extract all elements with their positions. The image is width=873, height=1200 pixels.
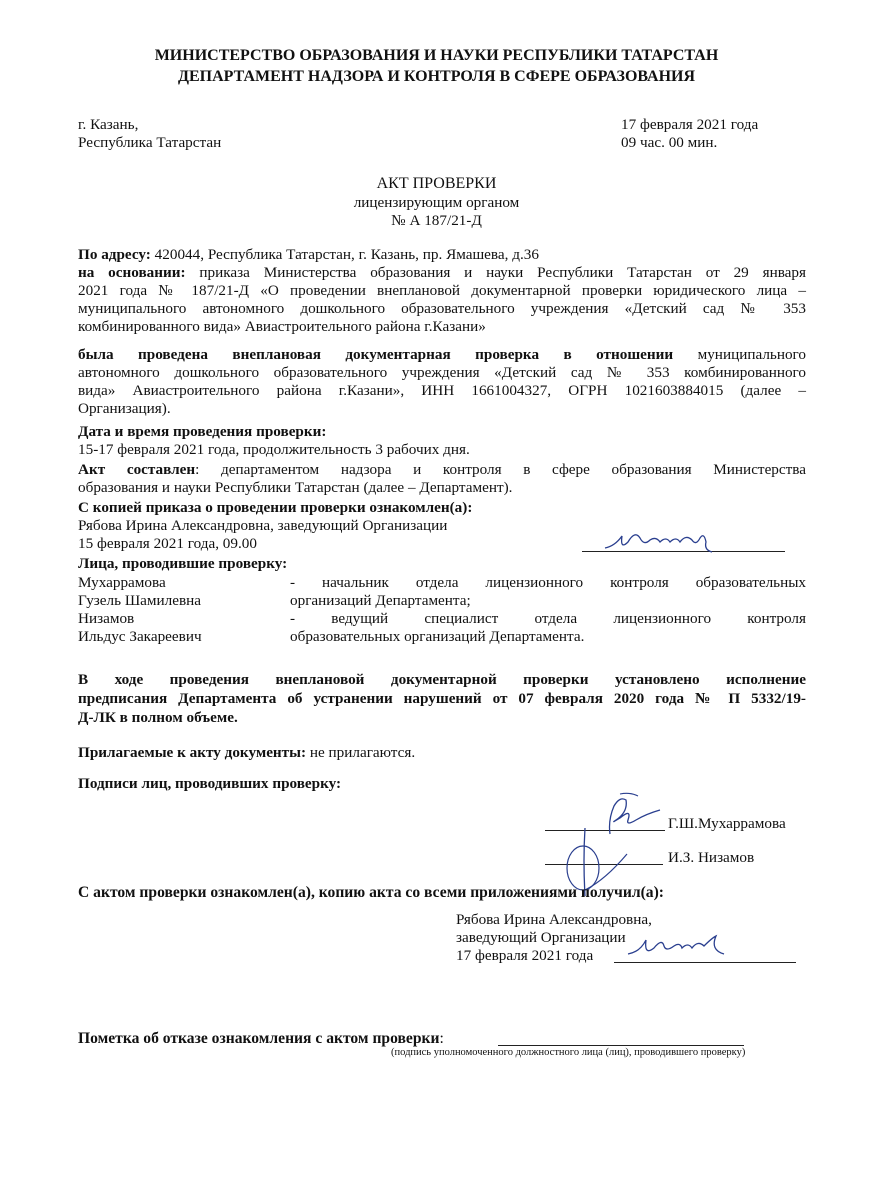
acquainted-date: 15 февраля 2021 года, 09.00 — [78, 535, 257, 552]
inspector-role-2: - ведущий специалист отдела лицензионного контроля образовательных организаций Департамента. — [290, 610, 806, 645]
basis-line-1: на основании: приказа Министерства образования и науки Республики Татарстан от 29 января — [78, 264, 806, 281]
signature-ryabova-2 — [620, 932, 750, 962]
datetime-block — [621, 116, 758, 152]
received-date: 17 февраля 2021 года — [456, 947, 594, 964]
composed-line-2: образования и науки Республики Татарстан (далее – Департамент). — [78, 479, 513, 496]
inspector-row-1 — [78, 574, 201, 610]
period-label: Дата и время проведения проверки: — [78, 423, 327, 440]
inspector-name: Гузель Шамилевна — [78, 592, 201, 609]
conclusion-line-1: В ходе проведения внеплановой документарной проверки установлено исполнение — [78, 671, 806, 688]
signatory-1: Г.Ш.Мухаррамова — [668, 815, 786, 832]
subject-line-1: была проведена внеплановая документарная проверка в отношении муниципального — [78, 346, 806, 363]
signatures-label: Подписи лиц, проводивших проверку: — [78, 775, 342, 792]
act-time: 09 час. 00 мин. — [621, 134, 718, 151]
address-label: По адресу: — [78, 246, 151, 263]
inspectors-label: Лица, проводившие проверку: — [78, 555, 288, 572]
doc-subtitle: лицензирующим органом — [353, 194, 520, 211]
inspector-surname: Низамов — [78, 610, 135, 627]
doc-title: АКТ ПРОВЕРКИ — [376, 175, 497, 192]
doc-number: № А 187/21-Д — [391, 212, 482, 229]
attachments-line: Прилагаемые к акту документы: не прилагаются. — [78, 744, 416, 761]
composed-line-1: Акт составлен: департаментом надзора и контроля в сфере образования Министерства — [78, 461, 806, 478]
region: Республика Татарстан — [78, 134, 222, 151]
city: г. Казань, — [78, 116, 139, 133]
basis-line-2: 2021 года № 187/21-Д «О проведении внеплановой документарной проверки юридического лица – — [78, 282, 806, 299]
ministry-header: МИНИСТЕРСТВО ОБРАЗОВАНИЯ И НАУКИ РЕСПУБЛИКИ ТАТАРСТАН — [154, 47, 719, 64]
refusal-signature-line — [498, 1045, 744, 1046]
received-position: заведующий Организации — [456, 929, 626, 946]
address-line: По адресу: 420044, Республика Татарстан, г. Казань, пр. Ямашева, д.36 — [78, 246, 539, 263]
period-value: 15-17 февраля 2021 года, продолжительность 3 рабочих дня. — [78, 441, 470, 458]
conclusion-line-3: Д-ЛК в полном объеме. — [78, 709, 238, 726]
place-block — [78, 116, 221, 152]
refusal-caption: (подпись уполномоченного должностного лица (лиц), проводившего проверку) — [391, 1047, 746, 1058]
refusal-line: Пометка об отказе ознакомления с актом проверки: — [78, 1030, 444, 1047]
signature-ryabova-1 — [600, 528, 750, 556]
received-label: С актом проверки ознакомлен(а), копию акта со всеми приложениями получил(а): — [78, 884, 664, 901]
department-header: ДЕПАРТАМЕНТ НАДЗОРА И КОНТРОЛЯ В СФЕРЕ ОБРАЗОВАНИЯ — [177, 68, 696, 85]
conclusion-line-2: предписания Департамента об устранении нарушений от 07 февраля 2020 года № П 5332/19- — [78, 690, 806, 707]
inspector-surname: Мухаррамова — [78, 574, 166, 591]
inspector-role-1: - начальник отдела лицензионного контроля образовательных организаций Департамента; — [290, 574, 806, 609]
subject-line-4: Организация). — [78, 400, 171, 417]
subject-line-3: вида» Авиастроительного района г.Казани», ИНН 1661004327, ОГРН 1021603884015 (далее – — [78, 382, 806, 399]
basis-line-4: комбинированного вида» Авиастроительного района г.Казани» — [78, 318, 486, 335]
subject-line-2: автономного дошкольного образовательного учреждения «Детский сад № 353 комбинированного — [78, 364, 806, 381]
basis-line-3: муниципального автономного дошкольного образовательного учреждения «Детский сад № 353 — [78, 300, 806, 317]
signatory-2: И.З. Низамов — [668, 849, 755, 866]
received-person: Рябова Ирина Александровна, — [456, 911, 652, 928]
acquainted-person: Рябова Ирина Александровна, заведующий Организации — [78, 517, 448, 534]
signature-line-received — [614, 962, 796, 963]
inspector-name: Ильдус Закареевич — [78, 628, 202, 645]
inspector-row-2 — [78, 610, 202, 646]
acquainted-label: С копией приказа о проведении проверки ознакомлен(а): — [78, 499, 473, 516]
act-date: 17 февраля 2021 года — [621, 116, 759, 133]
